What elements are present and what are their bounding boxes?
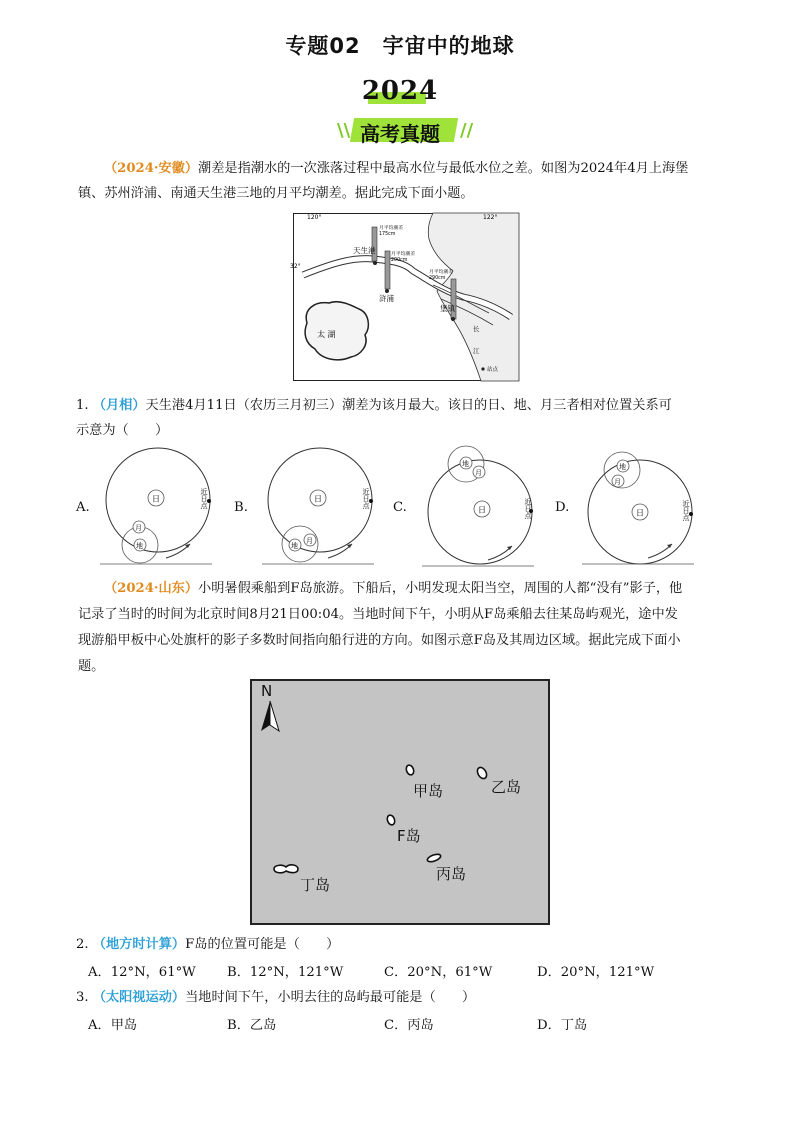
svg-text:地: 地 [462, 460, 469, 468]
q1-tag: （月相） [92, 398, 146, 413]
svg-text:290cm: 290cm [429, 276, 446, 281]
station-xupu-label: 浒浦 [379, 294, 394, 303]
island-ding-shape [274, 865, 298, 873]
page-title: 专题02 宇宙中的地球 [285, 34, 515, 58]
q3-option-b[interactable]: B．乙岛 [227, 1018, 277, 1033]
north-label: N [261, 682, 273, 700]
q1-option-d-letter[interactable]: D. [555, 500, 570, 515]
q1-option-a-diagram[interactable] [96, 446, 226, 570]
q3-option-a[interactable]: A．甲岛 [88, 1018, 138, 1033]
year-label: 2024 [361, 76, 439, 106]
island-jia-label: 甲岛 [413, 782, 444, 800]
q3-option-d[interactable]: D．丁岛 [537, 1018, 588, 1033]
island-yi-label: 乙岛 [491, 778, 522, 796]
q2-option-a[interactable]: A．12°N，61°W [88, 965, 196, 980]
q3-stem: 3. （太阳视运动）当地时间下午，小明去往的岛屿最可能是（ ） [76, 990, 476, 1005]
svg-text:175cm: 175cm [379, 232, 396, 237]
intro2-line4: 题。 [78, 659, 105, 674]
q2-option-c[interactable]: C．20°N，61°W [384, 965, 493, 980]
lon-left-label: 120° [307, 214, 322, 221]
q1-line1: 1. （月相）天生港4月11日（农历三月初三）潮差为该月最大。该日的日、地、月三者相对位置关系可 [76, 398, 672, 413]
q2-stem: 2. （地方时计算）F岛的位置可能是（ ） [76, 937, 340, 952]
svg-text:月: 月 [135, 524, 142, 532]
island-ding-label: 丁岛 [300, 876, 331, 894]
intro1-tag: （2024·安徽） [104, 161, 199, 176]
svg-text:日: 日 [478, 505, 486, 515]
svg-text:近日点: 近日点 [682, 500, 690, 521]
intro2-line1: （2024·山东）小明暑假乘船到F岛旅游。下船后，小明发现太阳当空，周围的人都“没有”影子，他 [104, 581, 683, 596]
island-map [250, 679, 550, 925]
tide-note-xp: 月平均潮差 [391, 252, 415, 257]
q1-option-d-diagram[interactable] [578, 446, 708, 570]
svg-text:近日点: 近日点 [524, 498, 532, 519]
island-bing-label: 丙岛 [436, 865, 467, 883]
q3-tag: （太阳视运动） [92, 990, 186, 1005]
section-subtitle: 高考真题 [360, 122, 440, 146]
q1-option-c-letter[interactable]: C. [393, 500, 407, 515]
intro2-line3: 现游船甲板中心处旗杆的影子多数时间指向船行进的方向。如图示意F岛及其周边区域。据此完成下面小 [78, 633, 681, 648]
svg-text:地: 地 [291, 542, 298, 550]
station-baozhen-label: 堡镇 [440, 304, 455, 313]
q2-option-d[interactable]: D．20°N，121°W [537, 965, 655, 980]
q2-option-b[interactable]: B．12°N，121°W [227, 965, 344, 980]
intro1-line1: （2024·安徽）潮差是指潮水的一次涨落过程中最高水位与最低水位之差。如图为2024年4月上海堡 [104, 161, 689, 176]
q1-option-b-letter[interactable]: B. [234, 500, 248, 515]
svg-text:日: 日 [314, 494, 322, 504]
tide-note-bz: 月平均潮差 [429, 270, 453, 275]
island-f-label: F岛 [397, 827, 421, 845]
svg-text:月: 月 [614, 478, 621, 486]
lat-label: 32° [290, 263, 301, 270]
q2-tag: （地方时计算） [92, 937, 186, 952]
svg-text:近日点: 近日点 [362, 488, 370, 509]
slash-decor-left: \\ [337, 120, 351, 141]
svg-text:日: 日 [636, 508, 644, 518]
q1-option-a-letter[interactable]: A. [76, 500, 90, 515]
svg-text:200cm: 200cm [391, 258, 408, 263]
svg-text:近日点: 近日点 [200, 488, 208, 509]
intro1-line2: 镇、苏州浒浦、南通天生港三地的月平均潮差。据此完成下面小题。 [78, 186, 474, 201]
taihu-label: 太 湖 [317, 330, 336, 339]
svg-text:月: 月 [306, 537, 313, 545]
river-char-2: 江 [473, 347, 480, 355]
q1-option-c-diagram[interactable] [418, 440, 548, 570]
svg-text:地: 地 [619, 463, 626, 471]
q3-option-c[interactable]: C．丙岛 [384, 1018, 434, 1033]
intro2-tag: （2024·山东） [104, 581, 199, 596]
svg-text:地: 地 [136, 542, 143, 550]
station-tianshenggang-label: 天生港 [353, 246, 376, 255]
tide-station-map [290, 213, 519, 381]
svg-text:月: 月 [475, 469, 482, 477]
lon-right-label: 122° [483, 214, 498, 221]
svg-text:日: 日 [152, 494, 160, 504]
q1-line2: 示意为（ ） [76, 423, 169, 438]
legend-station-label: 站点 [487, 367, 499, 373]
river-char-1: 长 [473, 325, 480, 333]
tide-note-tsg: 月平均潮差 [379, 226, 403, 231]
q1-option-b-diagram[interactable] [258, 446, 388, 570]
slash-decor-right: // [460, 120, 474, 141]
intro2-line2: 记录了当时的时间为北京时间8月21日00:04。当地时间下午，小明从F岛乘船去往某岛屿观光，途中发 [78, 607, 678, 622]
